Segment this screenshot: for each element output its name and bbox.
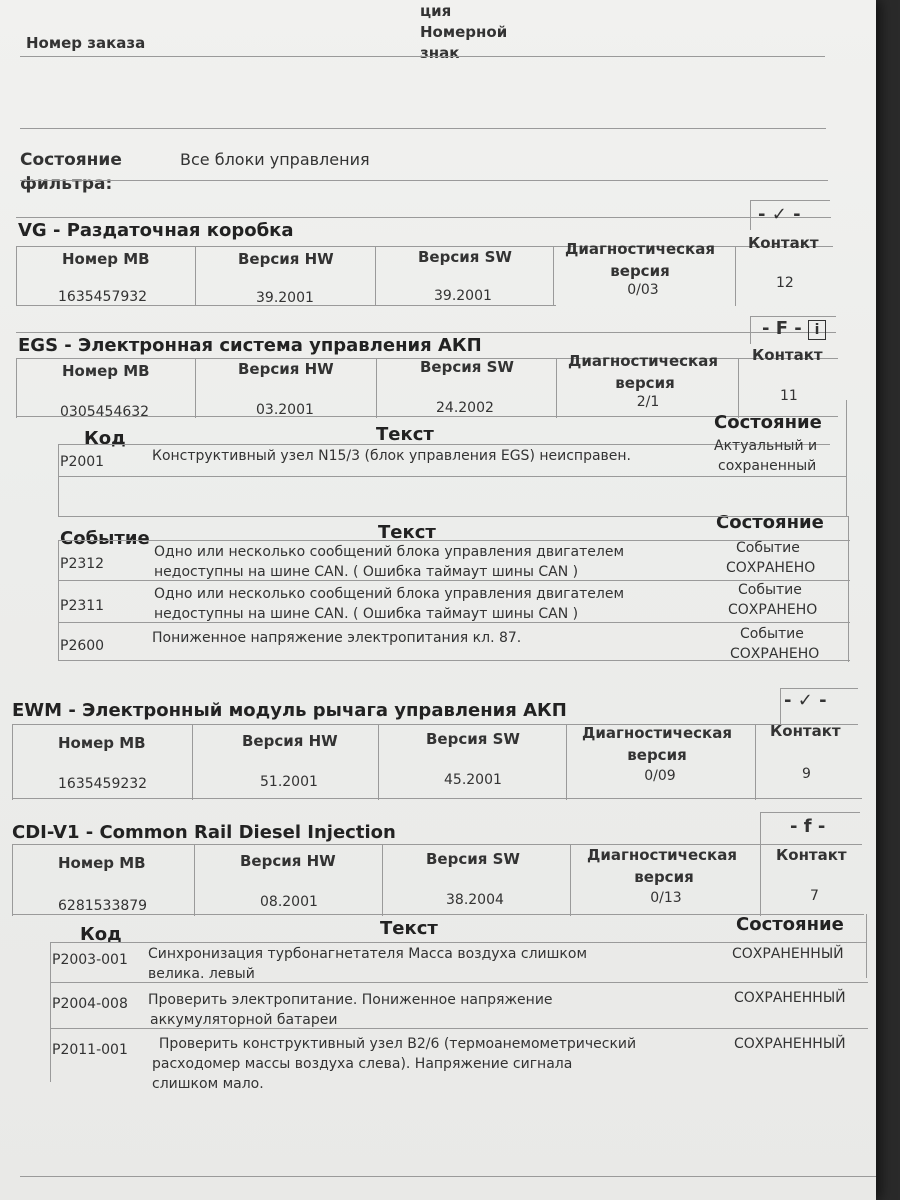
col-diag-label-2: версия [615,374,675,392]
col-diag-label-1: Диагностическая [565,240,715,258]
fault-left-line [58,444,59,516]
col-hw-label: Версия HW [238,250,334,268]
fault-col-state: Состояние [736,914,844,935]
col-diag-label-1: Диагностическая [587,846,737,864]
col-diag-label-1: Диагностическая [582,724,732,742]
header-divider [20,56,825,57]
fault-col-code: Код [84,428,126,449]
event-text-2: недоступны на шине CAN. ( Ошибка таймаут шины CAN ) [154,606,579,622]
event-state-1: Событие [740,626,804,642]
event-text-1: Одно или несколько сообщений блока управления двигателем [154,586,625,602]
col-line [194,844,195,916]
section-title: EWM - Электронный модуль рычага управления АКП [12,700,567,721]
plate-label-line1: ция [420,2,452,20]
section-title: EGS - Электронная система управления АКП [18,335,482,356]
filter-status-label-line1: Состояние [20,150,122,170]
event-left-line [58,540,59,660]
col-diag-label-2: версия [634,868,694,886]
section-top-line [12,844,862,845]
status-ok-mark: - ✓ - [758,204,801,225]
info-icon: i [808,320,826,340]
fault-text-3: слишком мало. [152,1076,264,1092]
section-title: VG - Раздаточная коробка [18,220,294,241]
col-line [16,246,17,306]
hw-version: 39.2001 [256,290,314,306]
sw-version: 45.2001 [444,772,502,788]
fault-left-line [50,942,51,1082]
diag-version: 0/09 [644,768,676,784]
fault-right-line [866,914,867,978]
col-line [738,358,739,418]
fault-state-2: сохраненный [718,458,817,474]
fault-text: Конструктивный узел N15/3 (блок управления EGS) неисправен. [152,448,632,464]
fault-state: СОХРАНЕННЫЙ [734,990,846,1006]
event-code: P2311 [60,598,105,614]
col-sw-label: Версия SW [418,248,512,266]
filter-divider [20,180,828,181]
col-mb-label: Номер MB [62,250,150,268]
mark-divider [750,200,751,230]
mark-divider [780,688,781,724]
col-sw-label: Версия SW [420,358,514,376]
event-state-2: СОХРАНЕНО [728,602,818,618]
footer-divider [20,1176,876,1177]
fault-code: P2003-001 [52,952,128,968]
mark-top-line [750,200,830,201]
event-state-2: СОХРАНЕНО [726,560,816,576]
col-contact-label: Контакт [748,234,819,252]
status-ok-mark: - ✓ - [784,690,827,711]
fault-text-1: Проверить конструктивный узел B2/6 (термоанемометрический [150,1036,637,1052]
fault-code: P2004-008 [52,996,128,1012]
col-line [755,724,756,800]
status-flag-mark: - f - [790,816,826,837]
mb-number: 1635457932 [58,289,148,305]
contact-number: 9 [802,766,811,782]
hw-version: 08.2001 [260,894,318,910]
event-text-1: Одно или несколько сообщений блока управления двигателем [154,544,625,560]
event-state-1: Событие [736,540,800,556]
fault-text-1: Синхронизация турбонагнетателя Масса воздуха слишком [148,946,588,962]
hw-version: 51.2001 [260,774,318,790]
col-line [192,724,193,800]
fault-right-line [846,400,847,516]
header-divider [20,128,826,129]
plate-label-line3: знак [420,44,460,62]
fault-col-code: Код [80,924,122,945]
order-number-label: Номер заказа [26,34,146,52]
event-text-2: недоступны на шине CAN. ( Ошибка таймаут шины CAN ) [154,564,579,580]
fault-text-1: Проверить электропитание. Пониженное напряжение [148,992,553,1008]
filter-status-label-line2: фильтра: [20,174,113,194]
col-mb-label: Номер MB [62,362,150,380]
mark-top-line [760,812,860,813]
section-title: CDI-V1 - Common Rail Diesel Injection [12,822,396,843]
col-line [735,246,736,306]
section-top-line [16,332,836,333]
col-sw-label: Версия SW [426,850,520,868]
mark-divider [750,316,751,344]
section-bottom-line [12,798,862,799]
col-diag-label-2: версия [627,746,687,764]
mb-number: 1635459232 [58,776,148,792]
fault-text-2: велика. левый [148,966,255,982]
col-line [195,358,196,418]
fault-col-text: Текст [380,918,438,939]
event-text-1: Пониженное напряжение электропитания кл. 87. [152,630,522,646]
status-fault-text: - F - [762,318,802,339]
event-header-line [58,540,850,541]
col-hw-label: Версия HW [242,732,338,750]
contact-number: 11 [780,388,798,404]
diag-version: 0/13 [650,890,682,906]
event-col-text: Текст [378,522,436,543]
fault-col-text: Текст [376,424,434,445]
col-mb-label: Номер MB [58,734,146,752]
mark-top-line [780,688,858,689]
filter-status-value: Все блоки управления [180,150,370,169]
event-col-state: Состояние [716,512,824,533]
col-line [553,246,554,306]
col-contact-label: Контакт [752,346,823,364]
fault-text-2: аккумуляторной батареи [150,1012,338,1028]
fault-code: P2001 [60,454,105,470]
event-code: P2312 [60,556,105,572]
plate-label-line2: Номерной [420,23,508,41]
event-right-line [848,516,849,662]
contact-number: 12 [776,275,794,291]
col-line [570,844,571,916]
col-line [375,246,376,306]
col-hw-label: Версия HW [238,360,334,378]
col-line [556,358,557,418]
col-sw-label: Версия SW [426,730,520,748]
col-line [760,844,761,916]
col-line [12,844,13,916]
event-col-code: Событие [60,528,150,549]
mb-number: 0305454632 [60,404,150,420]
fault-state-1: Актуальный и [714,438,818,454]
col-line [376,358,377,418]
fault-text-2: расходомер массы воздуха слева). Напряжение сигнала [152,1056,573,1072]
diag-version: 2/1 [636,394,660,410]
sw-version: 38.2004 [446,892,504,908]
col-diag-label-2: версия [610,262,670,280]
col-hw-label: Версия HW [240,852,336,870]
col-mb-label: Номер MB [58,854,146,872]
mb-number: 6281533879 [58,898,148,914]
mark-divider [760,812,761,844]
hw-version: 03.2001 [256,402,314,418]
col-line [566,724,567,800]
section-top-line [16,217,831,218]
mark-top-line [750,316,836,317]
contact-number: 7 [810,888,819,904]
event-state-1: Событие [738,582,802,598]
event-top-line [58,516,848,517]
col-line [12,724,13,800]
event-code: P2600 [60,638,105,654]
fault-col-state: Состояние [714,412,822,433]
event-state-2: СОХРАНЕНО [730,646,820,662]
col-line [16,358,17,418]
sw-version: 24.2002 [436,400,494,416]
status-fault-mark [762,318,826,340]
fault-state: СОХРАНЕННЫЙ [732,946,844,962]
col-contact-label: Контакт [776,846,847,864]
col-line [382,844,383,916]
col-line [378,724,379,800]
sw-version: 39.2001 [434,288,492,304]
col-diag-label-1: Диагностическая [568,352,718,370]
fault-header-line [50,942,866,943]
fault-code: P2011-001 [52,1042,128,1058]
fault-row-line [58,476,846,477]
diag-version: 0/03 [627,282,659,298]
fault-state: СОХРАНЕННЫЙ [734,1036,846,1052]
col-contact-label: Контакт [770,722,841,740]
col-line [195,246,196,306]
